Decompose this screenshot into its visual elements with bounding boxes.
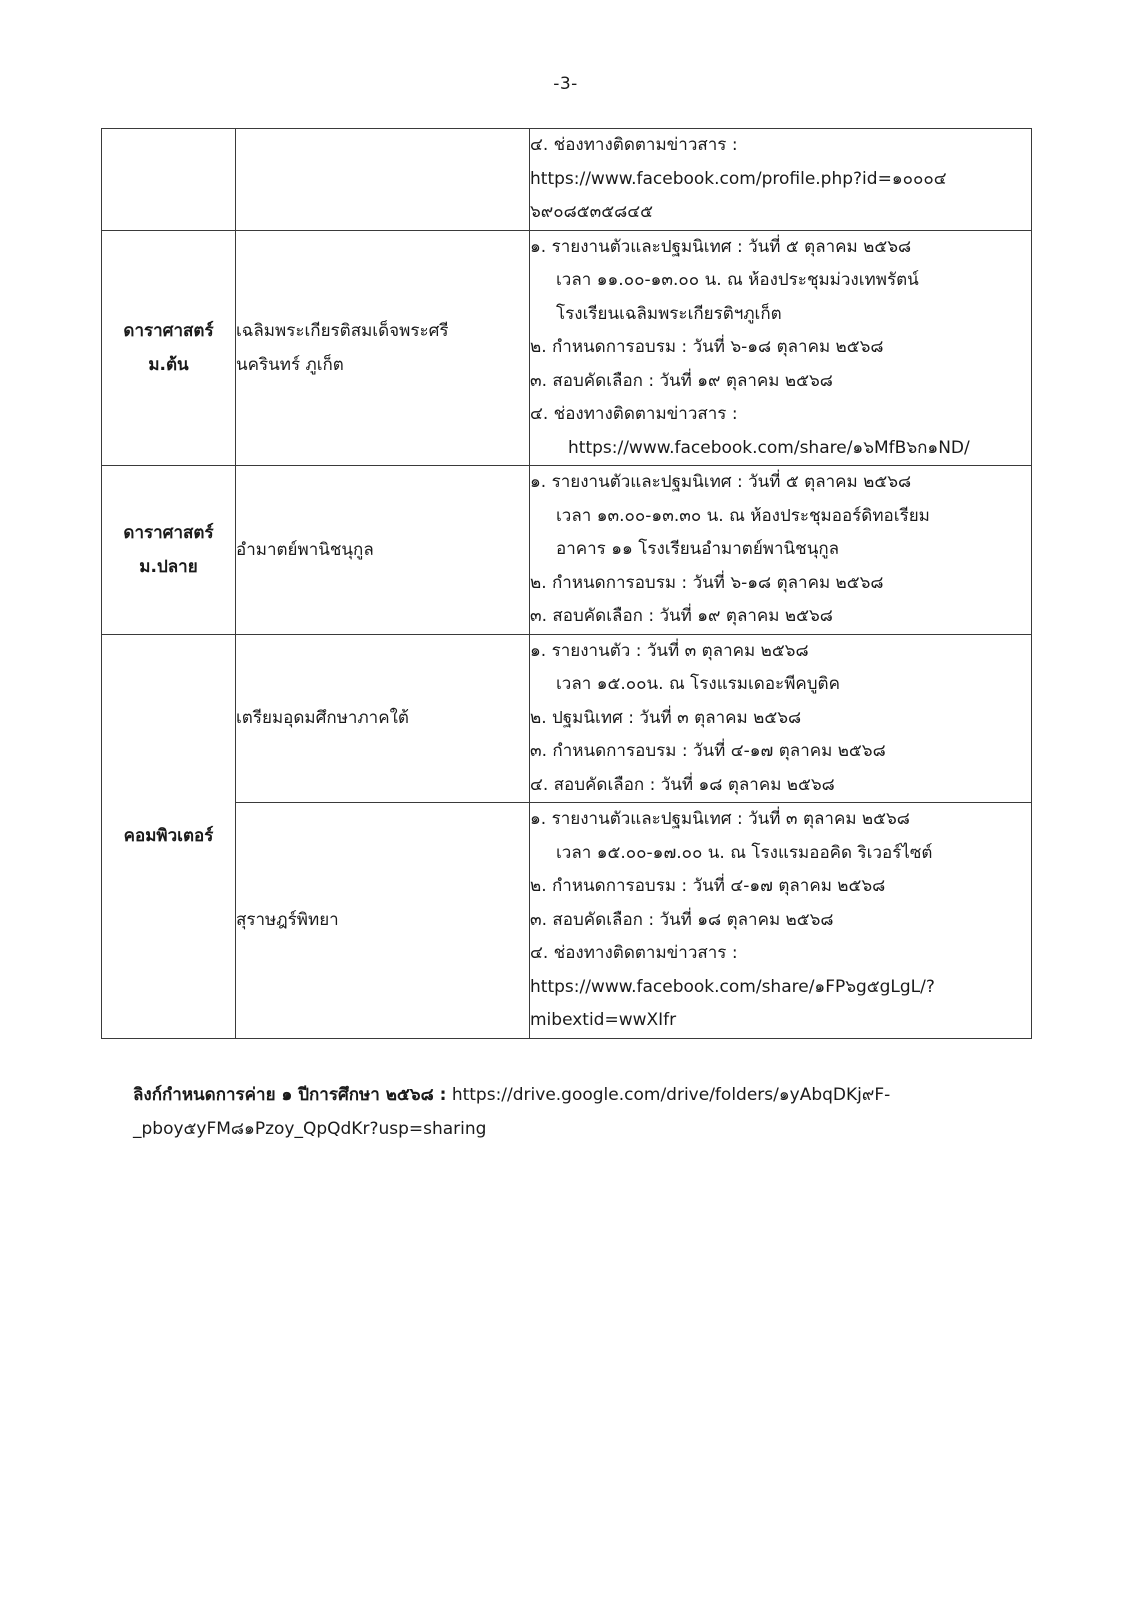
detail-line: ๔. สอบคัดเลือก : วันที่ ๑๘ ตุลาคม ๒๕๖๘ — [530, 774, 835, 795]
school-cell — [236, 129, 530, 231]
facebook-link-continued[interactable]: mibextid=wwXIfr — [530, 1010, 677, 1030]
detail-line: เวลา ๑๓.๐๐-๑๓.๓๐ น. ณ ห้องประชุมออร์ดิทอเรียม — [556, 505, 930, 526]
school-name: สุราษฎร์พิทยา — [236, 910, 339, 931]
subject-name: คอมพิวเตอร์ — [123, 826, 214, 846]
details-cell — [530, 466, 1032, 635]
subject-name: ดาราศาสตร์ — [123, 522, 214, 543]
school-cell — [236, 230, 530, 466]
subject-cell — [102, 230, 236, 466]
table-row — [102, 466, 1032, 635]
detail-line: ๑. รายงานตัวและปฐมนิเทศ : วันที่ ๓ ตุลาคม ๒๕๖๘ — [530, 809, 910, 829]
school-name: อำมาตย์พานิชนุกูล — [236, 539, 374, 560]
facebook-link[interactable]: https://www.facebook.com/share/๑FP๖ց๕ցLցL/? — [530, 976, 935, 997]
school-name: เตรียมอุดมศึกษาภาคใต้ — [236, 708, 409, 729]
school-cell — [236, 803, 530, 1039]
table-row — [102, 129, 1032, 231]
detail-line: ๒. ปฐมนิเทศ : วันที่ ๓ ตุลาคม ๒๕๖๘ — [530, 707, 802, 728]
detail-line: ๒. กำหนดการอบรม : วันที่ ๖-๑๘ ตุลาคม ๒๕๖๘ — [530, 337, 884, 357]
footer-label: ลิงก์กำหนดการค่าย ๑ ปีการศึกษา ๒๕๖๘ : — [133, 1085, 447, 1105]
detail-line: ๓. สอบคัดเลือก : วันที่ ๑๙ ตุลาคม ๒๕๖๘ — [530, 606, 833, 626]
details-cell — [530, 129, 1032, 231]
facebook-link[interactable]: https://www.facebook.com/profile.php?id=๑๐๐๐๔ — [530, 168, 947, 189]
detail-line: ๔. ช่องทางติดตามข่าวสาร : — [530, 943, 738, 963]
drive-link[interactable]: https://drive.google.com/drive/folders/๑yAbqDKj๙F- — [451, 1085, 891, 1105]
school-name: เฉลิมพระเกียรติสมเด็จพระศรี — [236, 320, 449, 341]
detail-line: ๓. กำหนดการอบรม : วันที่ ๔-๑๗ ตุลาคม ๒๕๖๘ — [530, 741, 886, 761]
detail-line: ๒. กำหนดการอบรม : วันที่ ๔-๑๗ ตุลาคม ๒๕๖๘ — [530, 876, 886, 896]
detail-line: เวลา ๑๕.๐๐-๑๗.๐๐ น. ณ โรงแรมออคิด ริเวอร์ไซต์ — [556, 842, 933, 863]
subject-cell — [102, 466, 236, 635]
detail-line: ๑. รายงานตัวและปฐมนิเทศ : วันที่ ๕ ตุลาคม ๒๕๖๘ — [530, 236, 912, 257]
table-row — [102, 803, 1032, 1039]
detail-line: เวลา ๑๑.๐๐-๑๓.๐๐ น. ณ ห้องประชุมม่วงเทพรัตน์ — [556, 270, 919, 290]
detail-line: โรงเรียนเฉลิมพระเกียรติฯภูเก็ต — [556, 303, 782, 324]
detail-line: ๔. ช่องทางติดตามข่าวสาร : — [530, 404, 738, 424]
school-cell — [236, 634, 530, 803]
subject-cell — [102, 129, 236, 231]
details-cell — [530, 634, 1032, 803]
details-cell — [530, 230, 1032, 466]
facebook-link[interactable]: https://www.facebook.com/share/๑๖MfB๖ก๑ND/ — [568, 437, 970, 458]
detail-line: ๒. กำหนดการอบรม : วันที่ ๖-๑๘ ตุลาคม ๒๕๖๘ — [530, 572, 884, 593]
school-cell — [236, 466, 530, 635]
school-name-continued: นครินทร์ ภูเก็ต — [236, 354, 344, 375]
detail-line: ๓. สอบคัดเลือก : วันที่ ๑๙ ตุลาคม ๒๕๖๘ — [530, 370, 833, 391]
camp-schedule-table — [101, 128, 1032, 1039]
facebook-link-continued[interactable]: ๖๙๐๘๕๓๕๘๔๕ — [530, 202, 653, 222]
footer-line — [133, 1078, 1013, 1112]
details-cell — [530, 803, 1032, 1039]
subject-cell — [102, 634, 236, 1038]
detail-line: ๔. ช่องทางติดตามข่าวสาร : — [530, 135, 738, 155]
subject-name: ดาราศาสตร์ — [123, 320, 214, 341]
drive-link-continued[interactable]: _pboy๕yFM๘๑Pzoy_QpQdKr?usp=sharing — [133, 1119, 487, 1139]
detail-line: ๓. สอบคัดเลือก : วันที่ ๑๘ ตุลาคม ๒๕๖๘ — [530, 909, 834, 930]
detail-line: ๑. รายงานตัวและปฐมนิเทศ : วันที่ ๕ ตุลาคม ๒๕๖๘ — [530, 472, 912, 492]
subject-level: ม.ต้น — [148, 354, 189, 375]
detail-line: เวลา ๑๕.๐๐น. ณ โรงแรมเดอะพีคบูติค — [556, 674, 840, 694]
page-number: -3- — [553, 74, 578, 94]
camp-schedule-link-note — [133, 1078, 1013, 1146]
table-row — [102, 230, 1032, 466]
subject-level: ม.ปลาย — [139, 556, 198, 577]
detail-line: ๑. รายงานตัว : วันที่ ๓ ตุลาคม ๒๕๖๘ — [530, 640, 809, 661]
detail-line: อาคาร ๑๑ โรงเรียนอำมาตย์พานิชนุกูล — [556, 539, 840, 559]
table-row — [102, 634, 1032, 803]
